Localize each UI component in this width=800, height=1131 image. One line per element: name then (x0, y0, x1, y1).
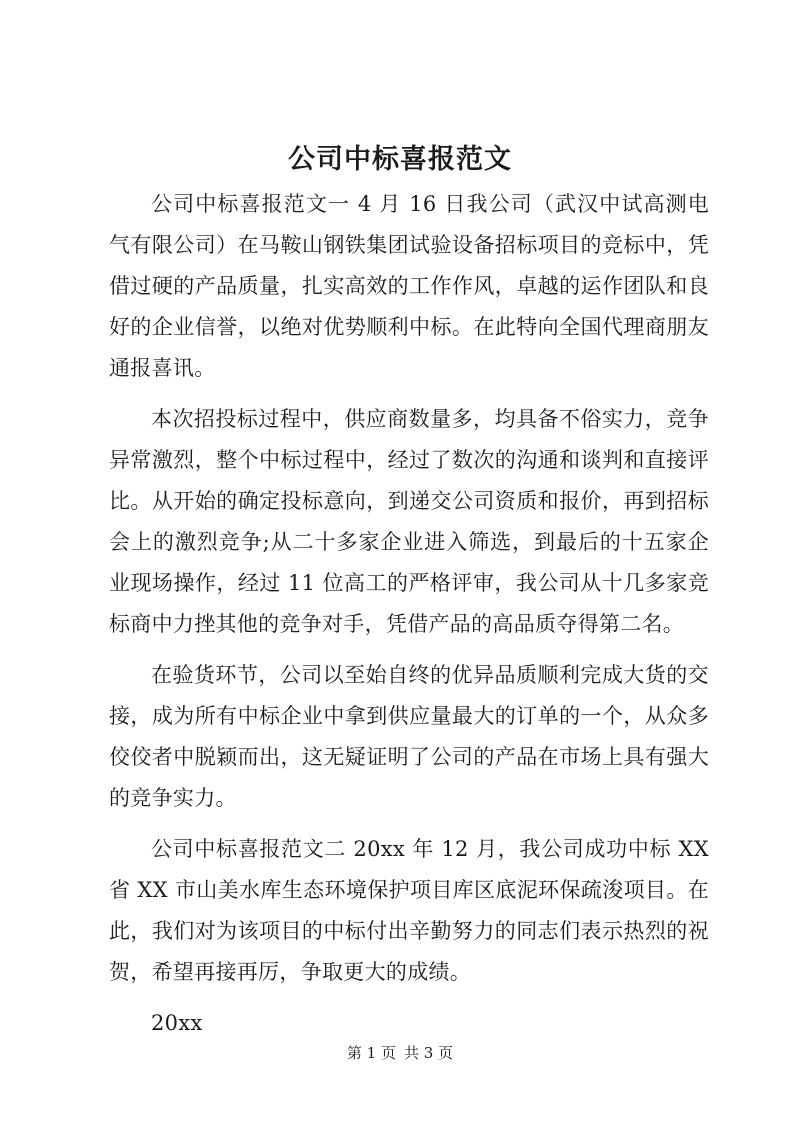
page-number-total: 共 3 页 (404, 1044, 454, 1062)
page-footer (0, 1042, 800, 1064)
page-number-current: 第 1 页 (346, 1044, 396, 1062)
paragraph-4: 公司中标喜报范文二 20xx 年 12 月，我公司成功中标 XX 省 XX 市山美水库生态环境保护项目库区底泥环保疏浚项目。在此，我们对为该项目的中标付出辛勤努力的同志们表示热烈的祝贺，希望再接再厉，争取更大的成绩。 (109, 837, 709, 984)
paragraph-5: 20xx (151, 1011, 203, 1035)
paragraph-3: 在验货环节，公司以至始自终的优异品质顺利完成大货的交接，成为所有中标企业中拿到供应量最大的订单的一个，从众多佼佼者中脱颖而出，这无疑证明了公司的产品在市场上具有强大的竞争实力。 (109, 663, 709, 810)
paragraph-2: 本次招投标过程中，供应商数量多，均具备不俗实力，竞争异常激烈，整个中标过程中，经过了数次的沟通和谈判和直接评比。从开始的确定投标意向，到递交公司资质和报价，再到招标会上的激烈竞争;从二十多家企业进入筛选，到最后的十五家企业现场操作，经过 11 位高工的严格评审，我公司从十几多家竞标商中力挫其他的竞争对手，凭借产品的高品质夺得第二名。 (109, 407, 709, 636)
document-title: 公司中标喜报范文 (288, 144, 512, 175)
paragraph-1: 公司中标喜报范文一 4 月 16 日我公司（武汉中试高测电气有限公司）在马鞍山钢铁集团试验设备招标项目的竞标中，凭借过硬的产品质量，扎实高效的工作作风，卓越的运作团队和良好的企业信誉，以绝对优势顺利中标。在此特向全国代理商朋友通报喜讯。 (109, 192, 709, 380)
document-body (109, 184, 709, 1054)
